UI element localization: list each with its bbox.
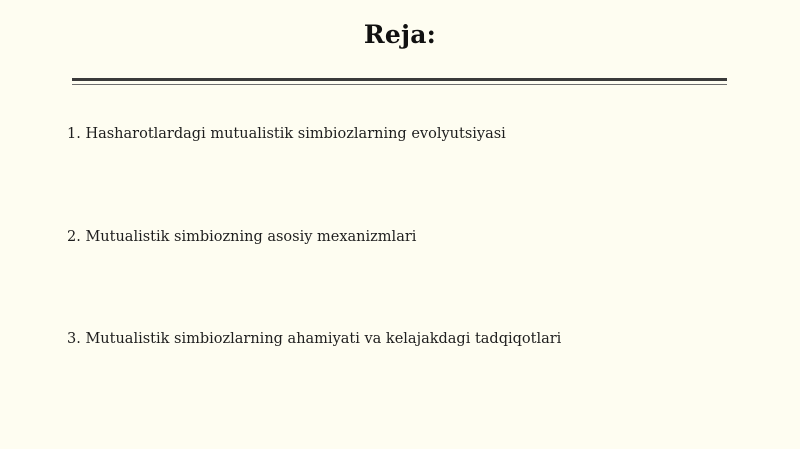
title-divider-thick xyxy=(72,78,727,81)
slide-title: Reja: xyxy=(363,20,437,49)
list-item: 3. Mutualistik simbiozlarning ahamiyati va kelajakdagi tadqiqotlari xyxy=(67,331,562,347)
title-divider-thin xyxy=(72,84,727,85)
list-item: 2. Mutualistik simbiozning asosiy mexanizmlari xyxy=(67,229,417,245)
list-item: 1. Hasharotlardagi mutualistik simbiozlarning evolyutsiyasi xyxy=(67,126,506,142)
